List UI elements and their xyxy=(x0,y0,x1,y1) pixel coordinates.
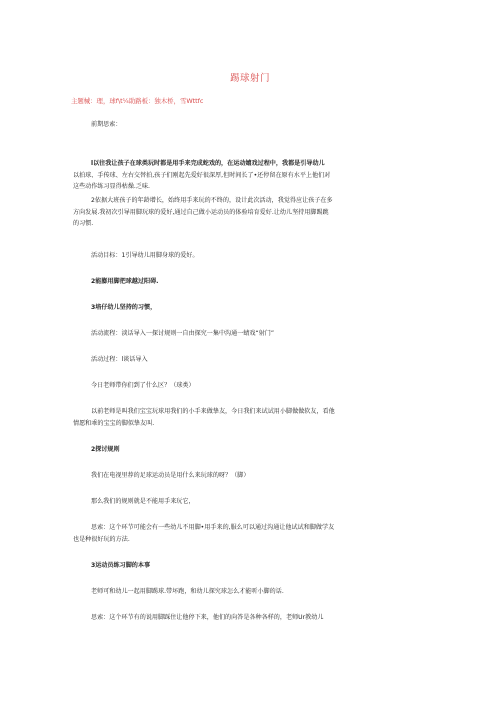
paragraph-line: 情愿和乖的宝宝的脚似挚友叫. xyxy=(73,419,155,427)
paragraph-7 xyxy=(73,328,431,340)
paragraph-line: 以前老师是叫我们宝宝玩球用我们的小手来做挚友，今日我们来试试用小脚做做软友，看他 xyxy=(91,408,335,415)
paragraph-line: 以拍球、手传球、左右交替拍,孩子们刚起先爱好很深厚,但时间长了•还停留在原有水平上他们对 xyxy=(73,171,331,179)
paragraph-line: 前期思索： xyxy=(91,121,122,128)
paragraph-line: 3运动员练习脚的本事 xyxy=(91,562,151,569)
paragraph-5 xyxy=(73,276,431,288)
paragraph-6 xyxy=(73,302,431,314)
paragraph-line: 方向发展.我初次引导用脚玩球的爱好,通过自己做小运动员的体验培育爱好.让幼儿坚持用脚踢跳 xyxy=(73,208,329,216)
paragraph-1 xyxy=(73,119,431,131)
paragraph-10 xyxy=(73,406,431,429)
paragraph-line: l以往我让孩子在球类玩时都是用手来完成蛇戏的，在运动嬉戏过程中，我都是引导幼儿 xyxy=(91,160,325,167)
paragraph-14 xyxy=(73,522,431,545)
paragraph-line: 的习惯. xyxy=(73,220,94,227)
paragraph-line: 也是种很好玩的方法. xyxy=(73,535,130,543)
paragraph-line: 这些动作练习显得枯燥.乏味. xyxy=(73,183,150,190)
paragraph-line: 今日老师带你们到了什么区？（球类） xyxy=(91,382,195,389)
paragraph-line: 2探讨规则 xyxy=(91,446,120,453)
paragraph-line: 思索：这个环节有的说用脚踩住让他停下来，他们的向答是各种各样的，老师Ur教幼儿 xyxy=(91,614,324,621)
paragraph-11 xyxy=(73,444,431,456)
paragraph-line: 活动目标：1引导幼儿用脚身球的爱好。 xyxy=(91,252,199,259)
paragraph-line: 3培仔幼儿坚持的习惯， xyxy=(91,304,157,311)
paragraph-line: 活动过程：l谈话导入 xyxy=(91,356,148,363)
paragraph-line: 活动流程：淡话导入一探讨规则一自由探究一集中沟通一蜻戏“射门” xyxy=(91,330,275,337)
paragraph-3 xyxy=(73,195,431,230)
paragraph-4 xyxy=(73,250,431,262)
paragraph-17 xyxy=(73,612,431,624)
paragraph-12 xyxy=(73,470,431,482)
document-subtitle: 主题械：理，球f\t¼助路板：独木桥，雪Wttfc xyxy=(71,97,204,105)
paragraph-2 xyxy=(73,158,431,193)
paragraph-15 xyxy=(73,560,431,572)
paragraph-line: 我们在电视里荐的足球运动员是用什么来玩球的呀？（脚） xyxy=(91,472,250,479)
paragraph-16 xyxy=(73,586,431,598)
paragraph-9 xyxy=(73,380,431,392)
document-title: 踢球射门 xyxy=(229,73,270,84)
paragraph-13 xyxy=(73,496,431,508)
paragraph-line: 思索：这个环节可能会有一些幼儿不用脚•用手来的,服么可以通过沟通让他试试和脚做学友 xyxy=(91,524,335,531)
paragraph-line: 那么我们的规则就是不能用手来玩它， xyxy=(91,498,195,505)
paragraph-8 xyxy=(73,354,431,366)
paragraph-line: 老师可和幼儿一起用脚踢球.带坏跑，和幼儿探究球怎么才能听小脚的话. xyxy=(91,588,284,595)
paragraph-line: 2能膨用脚把球越过阳碍. xyxy=(91,278,159,285)
paragraph-line: 2依据大班孩子的年龄增长，始终用手来玩的不终的，设计此次活动，我觉得应让孩子在多 xyxy=(91,197,333,204)
